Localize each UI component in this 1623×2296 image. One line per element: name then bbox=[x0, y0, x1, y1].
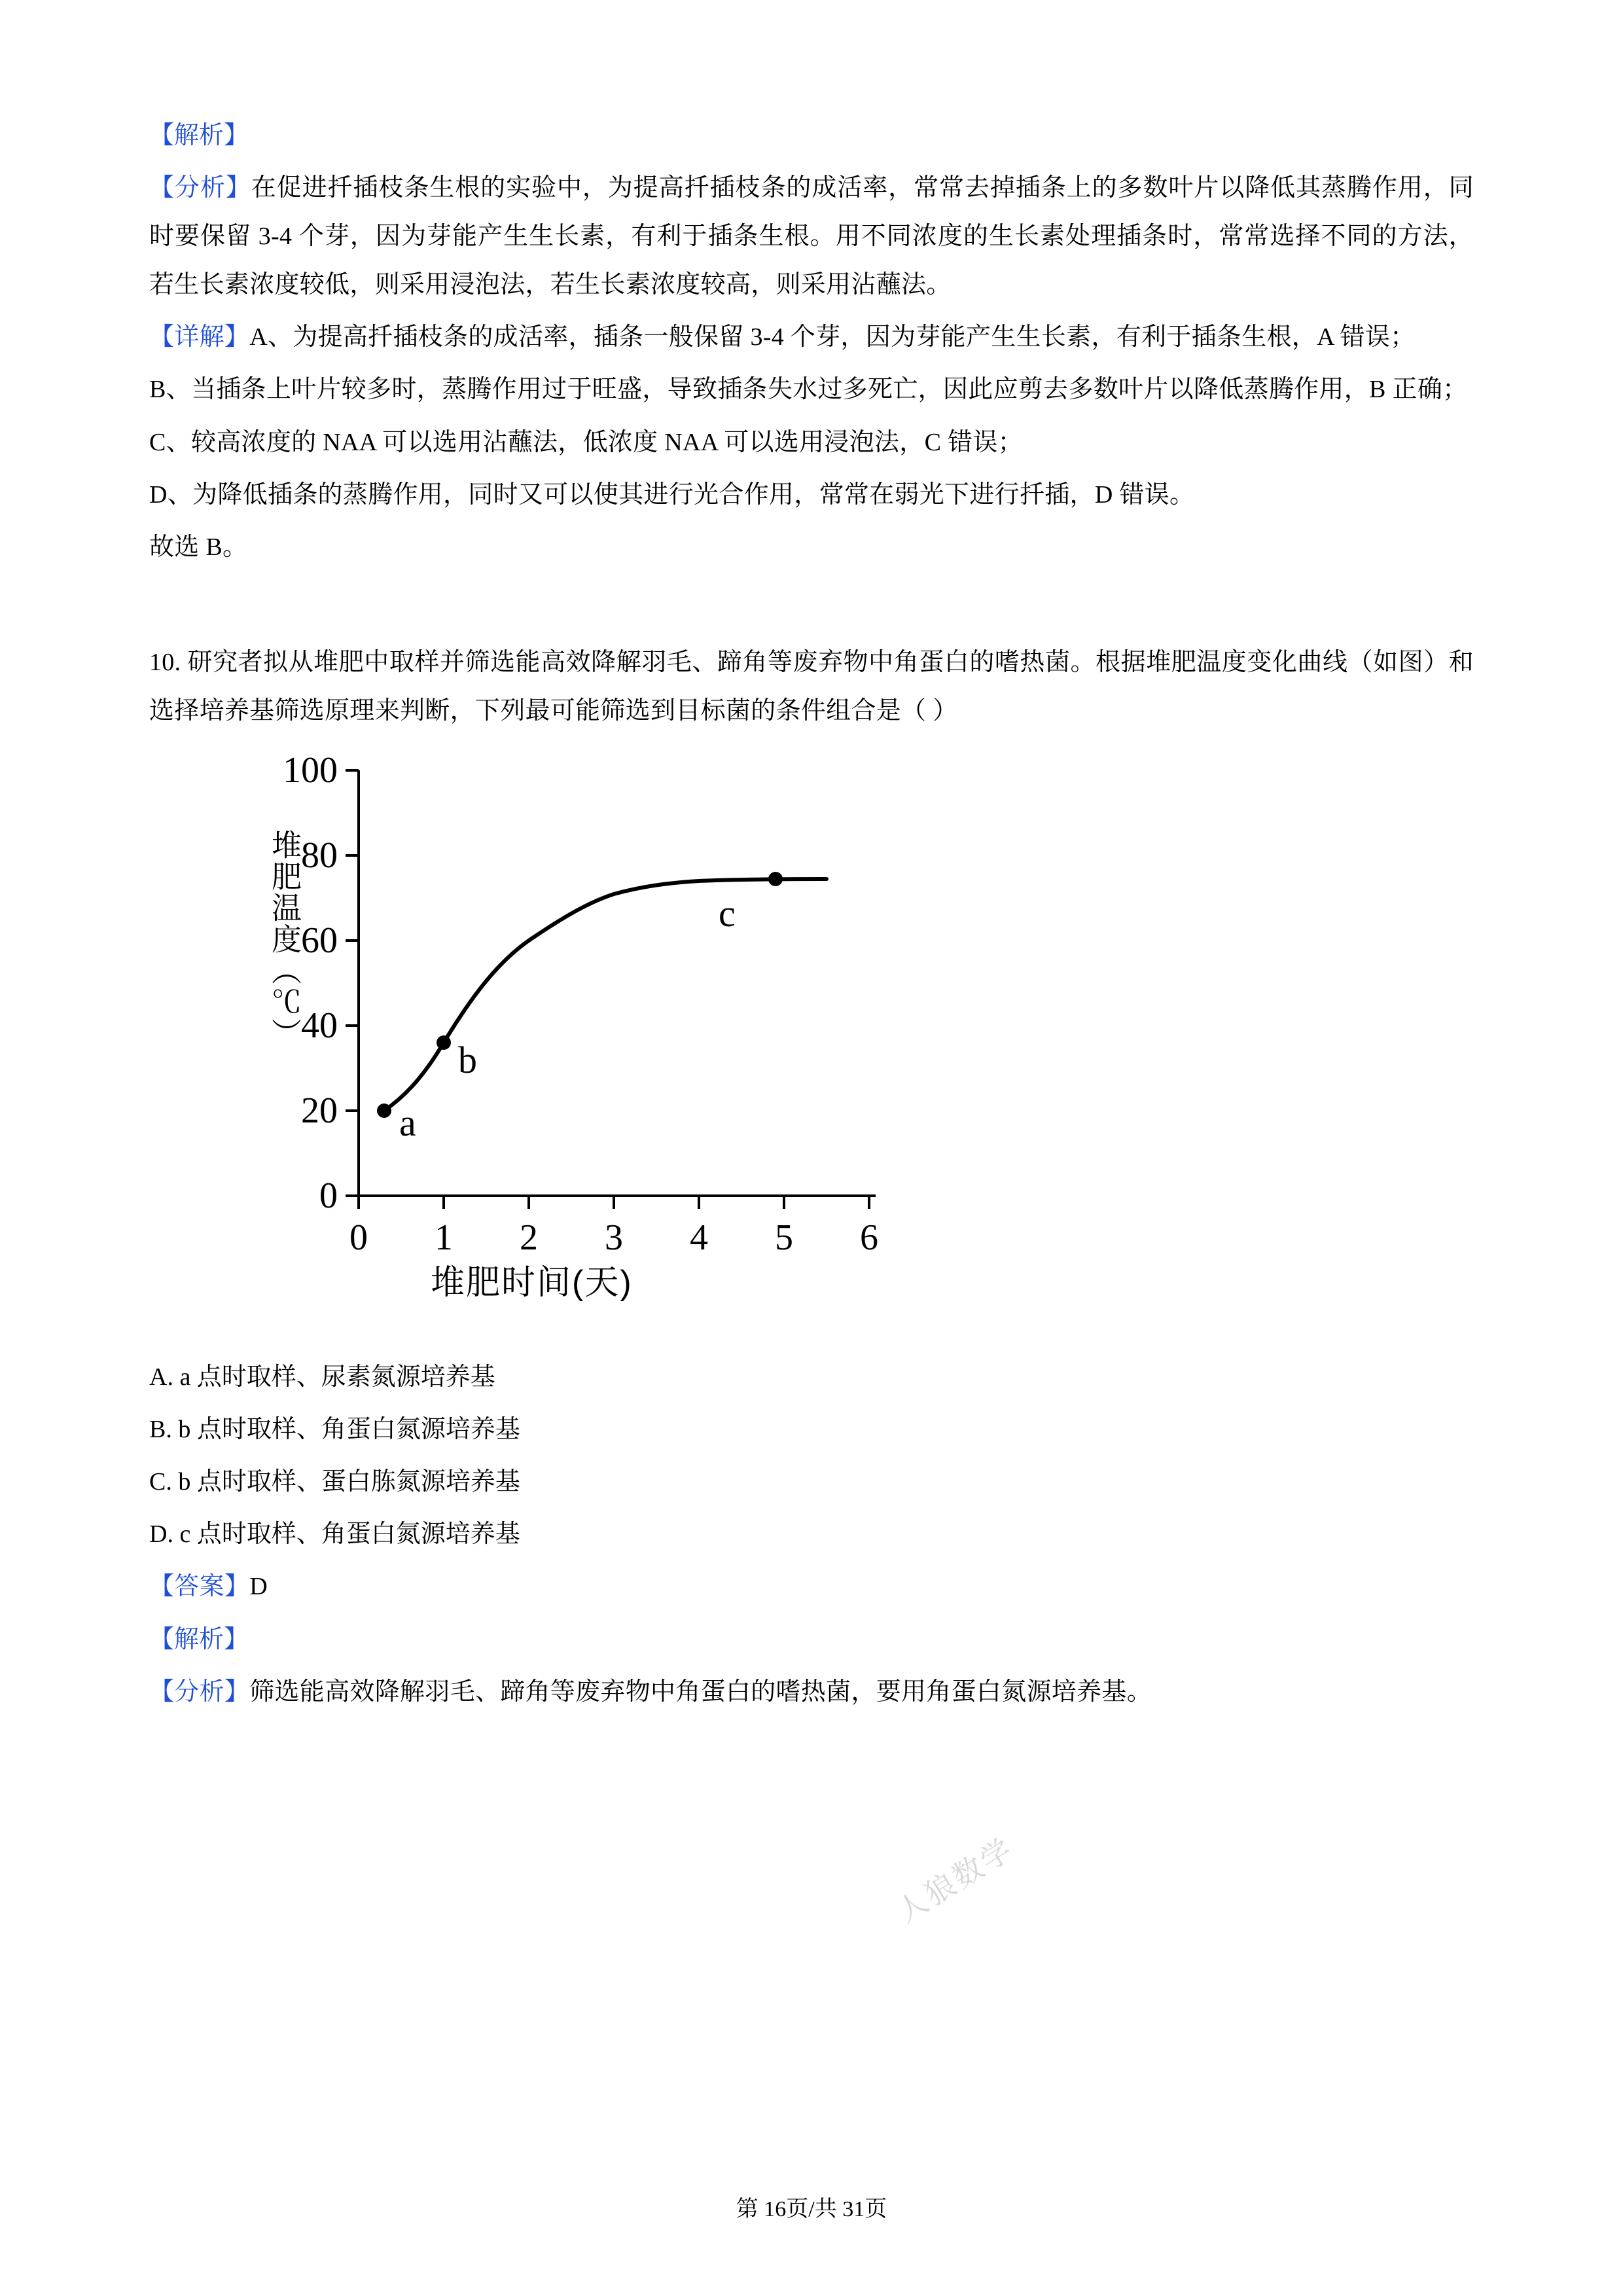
analysis-tag-bottom: 【解析】 bbox=[149, 1625, 249, 1653]
detail-paragraph-d: D、为降低插条的蒸腾作用，同时又可以使其进行光合作用，常常在弱光下进行扦插，D 错误。 bbox=[149, 480, 1195, 509]
answer-line bbox=[149, 1562, 1474, 1611]
option-c: C. b 点时取样、蛋白胨氮源培养基 bbox=[149, 1468, 520, 1496]
section-spacer bbox=[149, 575, 1474, 632]
question-stem bbox=[149, 638, 1474, 735]
detail-paragraph-a bbox=[149, 313, 1474, 361]
detail-label: 【详解】 bbox=[149, 323, 250, 351]
option-a: A. a 点时取样、尿素氮源培养基 bbox=[149, 1363, 495, 1391]
chart-ytick-60: 60 bbox=[301, 920, 338, 961]
question-number: 10. bbox=[149, 648, 181, 676]
chart-xtick-5: 5 bbox=[775, 1217, 793, 1259]
chart-ytick-80: 80 bbox=[301, 835, 338, 876]
option-b: B. b 点时取样、角蛋白氮源培养基 bbox=[149, 1416, 520, 1444]
detail-body-a: A、为提高扦插枝条的成活率，插条一般保留 3-4 个芽，因为芽能产生生长素，有利于插条生根，A 错误； bbox=[249, 323, 1416, 351]
option-d: D. c 点时取样、角蛋白氮源培养基 bbox=[149, 1520, 520, 1549]
chart-y-axis-label: 堆肥温度（℃） bbox=[268, 829, 302, 1050]
chart-point-c bbox=[768, 872, 783, 886]
chart-ytick-0: 0 bbox=[319, 1175, 338, 1217]
analysis-body: 在促进扦插枝条生根的实验中，为提高扦插枝条的成活率，常常去掉插条上的多数叶片以降低其蒸腾作用，同时要保留 3-4 个芽，因为芽能产生生长素，有利于插条生根。用不同浓度的生长素处理插条时，常常选择不同的方法，若生长素浓度较低，则采用浸泡法，若生长素浓度较高，则采用沾蘸法。 bbox=[149, 174, 1474, 299]
chart-xtick-1: 1 bbox=[435, 1217, 453, 1259]
chart-point-b bbox=[437, 1035, 451, 1050]
question-analysis-label: 【分析】 bbox=[149, 1677, 250, 1706]
chart-point-a bbox=[377, 1103, 391, 1118]
chart-xtick-3: 3 bbox=[605, 1217, 623, 1259]
chart-x-axis-label: 堆肥时间(天) bbox=[431, 1264, 633, 1302]
watermark-text: 人狼数学 bbox=[891, 1831, 1020, 1929]
compost-temperature-chart bbox=[260, 751, 1079, 1340]
chart-ytick-100: 100 bbox=[283, 751, 338, 791]
detail-paragraph-c: C、较高浓度的 NAA 可以选用沾蘸法，低浓度 NAA 可以选用浸泡法，C 错误； bbox=[149, 428, 1023, 456]
answer-value: D bbox=[249, 1573, 268, 1601]
chart-xtick-4: 4 bbox=[690, 1217, 708, 1259]
analysis-tag-top: 【解析】 bbox=[149, 122, 249, 149]
detail-paragraph-b: B、当插条上叶片较多时，蒸腾作用过于旺盛，导致插条失水过多死亡，因此应剪去多数叶片以降低蒸腾作用，B 正确； bbox=[149, 376, 1468, 404]
analysis-paragraph bbox=[149, 164, 1474, 309]
chart-point-label-a: a bbox=[399, 1102, 416, 1145]
chart-xtick-0: 0 bbox=[349, 1217, 368, 1259]
answer-label: 【答案】 bbox=[149, 1573, 250, 1601]
analysis-label: 【分析】 bbox=[149, 174, 251, 202]
conclusion-paragraph: 故选 B。 bbox=[149, 533, 248, 561]
chart-point-label-c: c bbox=[719, 892, 736, 935]
question-analysis bbox=[149, 1668, 1474, 1716]
chart-ytick-40: 40 bbox=[301, 1005, 338, 1047]
chart-ytick-20: 20 bbox=[301, 1090, 338, 1132]
question-analysis-body: 筛选能高效降解羽毛、蹄角等废弃物中角蛋白的嗜热菌，要用角蛋白氮源培养基。 bbox=[249, 1677, 1152, 1706]
chart-point-label-b: b bbox=[458, 1039, 477, 1082]
chart-xtick-6: 6 bbox=[860, 1217, 878, 1259]
page-footer: 第 16页/共 31页 bbox=[736, 2197, 887, 2221]
question-text: 研究者拟从堆肥中取样并筛选能高效降解羽毛、蹄角等废弃物中角蛋白的嗜热菌。根据堆肥温度变化曲线（如图）和选择培养基筛选原理来判断，下列最可能筛选到目标菌的条件组合是（ ） bbox=[149, 648, 1474, 725]
chart-svg bbox=[260, 751, 1079, 1274]
chart-xtick-2: 2 bbox=[520, 1217, 538, 1259]
